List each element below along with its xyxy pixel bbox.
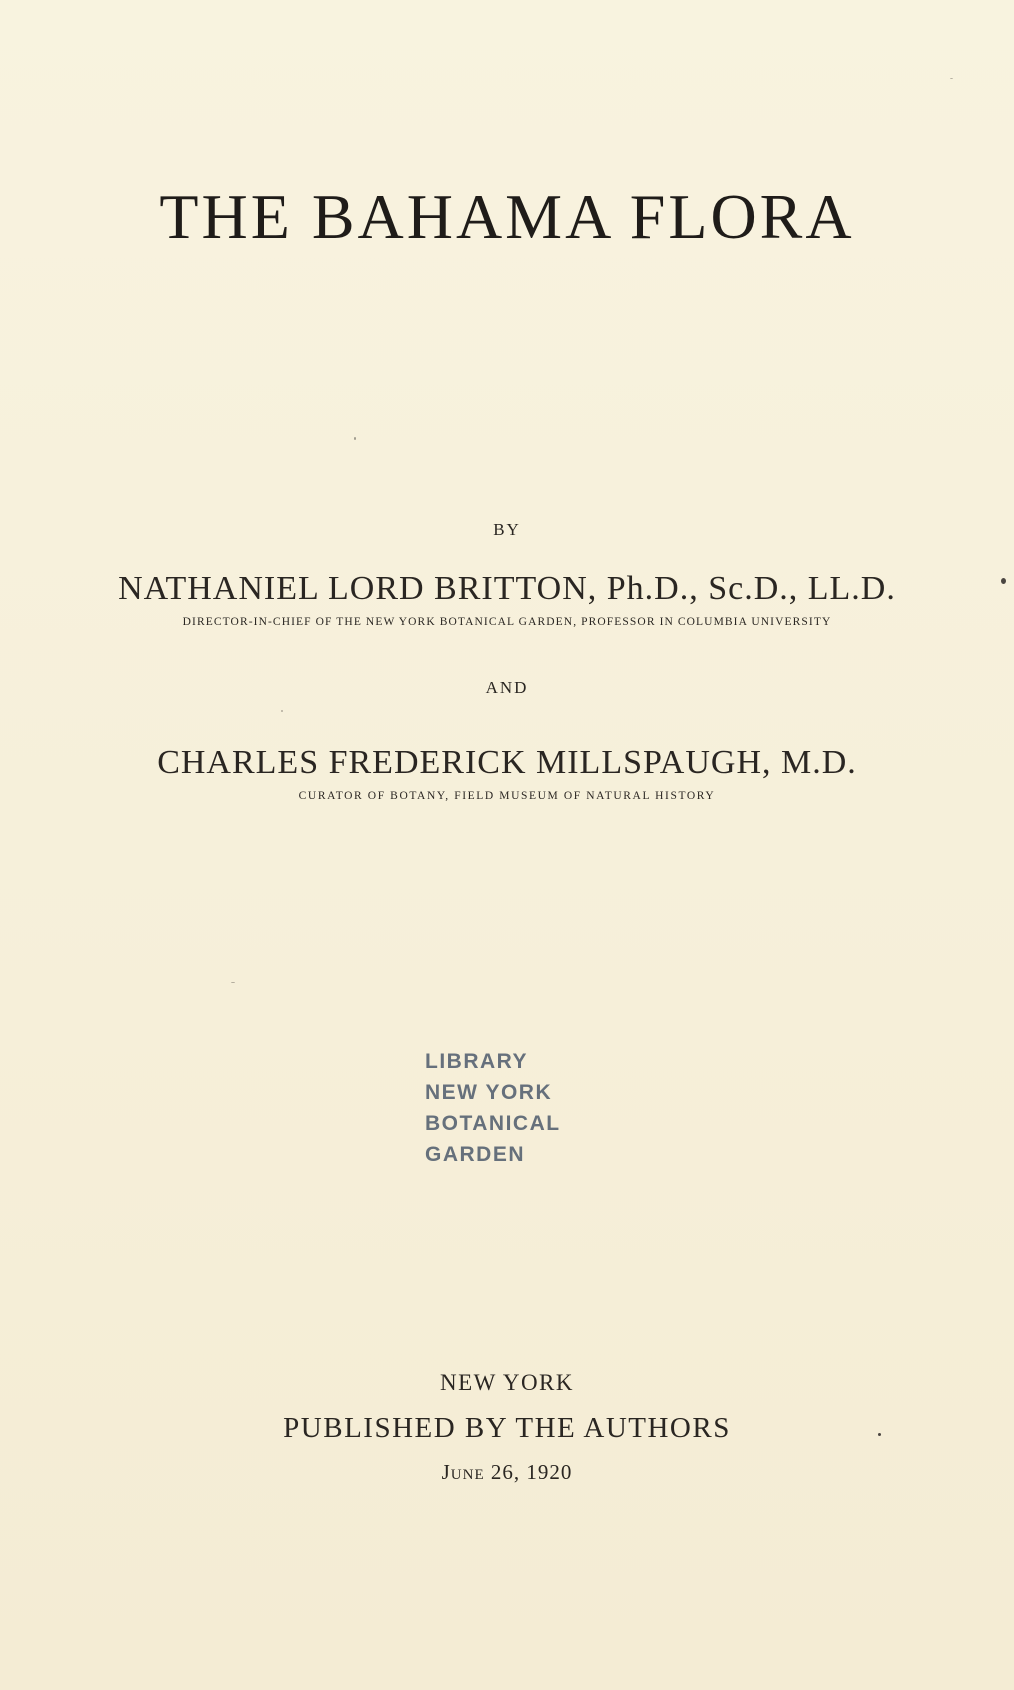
paper-speck [281, 710, 283, 712]
author-2-position: CURATOR OF BOTANY, FIELD MUSEUM OF NATURAL HISTORY [298, 790, 716, 802]
and-label: AND [485, 678, 529, 697]
stamp-line-3: BOTANICAL [425, 1112, 561, 1135]
author-1-position: DIRECTOR-IN-CHIEF OF THE NEW YORK BOTANICAL GARDEN, PROFESSOR IN COLUMBIA UNIVERSITY [182, 616, 832, 628]
imprint-publisher: PUBLISHED BY THE AUTHORS [283, 1412, 731, 1444]
paper-speck [950, 78, 953, 79]
stamp-line-4: GARDEN [425, 1143, 526, 1166]
by-label: BY [493, 520, 521, 539]
paper-speck [1001, 578, 1006, 584]
stamp-line-1: LIBRARY [425, 1050, 529, 1073]
book-title: THE BAHAMA FLORA [159, 181, 855, 252]
paper-speck [354, 437, 356, 440]
paper-speck [231, 982, 235, 983]
imprint-date: June 26, 1920 [441, 1460, 573, 1484]
author-1-name: NATHANIEL LORD BRITTON, Ph.D., Sc.D., LL.D. [118, 570, 896, 607]
imprint-city: NEW YORK [439, 1370, 575, 1395]
library-stamp [425, 1046, 561, 1170]
author-2-name: CHARLES FREDERICK MILLSPAUGH, M.D. [157, 744, 857, 781]
paper-speck [878, 1433, 881, 1436]
stamp-line-2: NEW YORK [425, 1081, 553, 1104]
